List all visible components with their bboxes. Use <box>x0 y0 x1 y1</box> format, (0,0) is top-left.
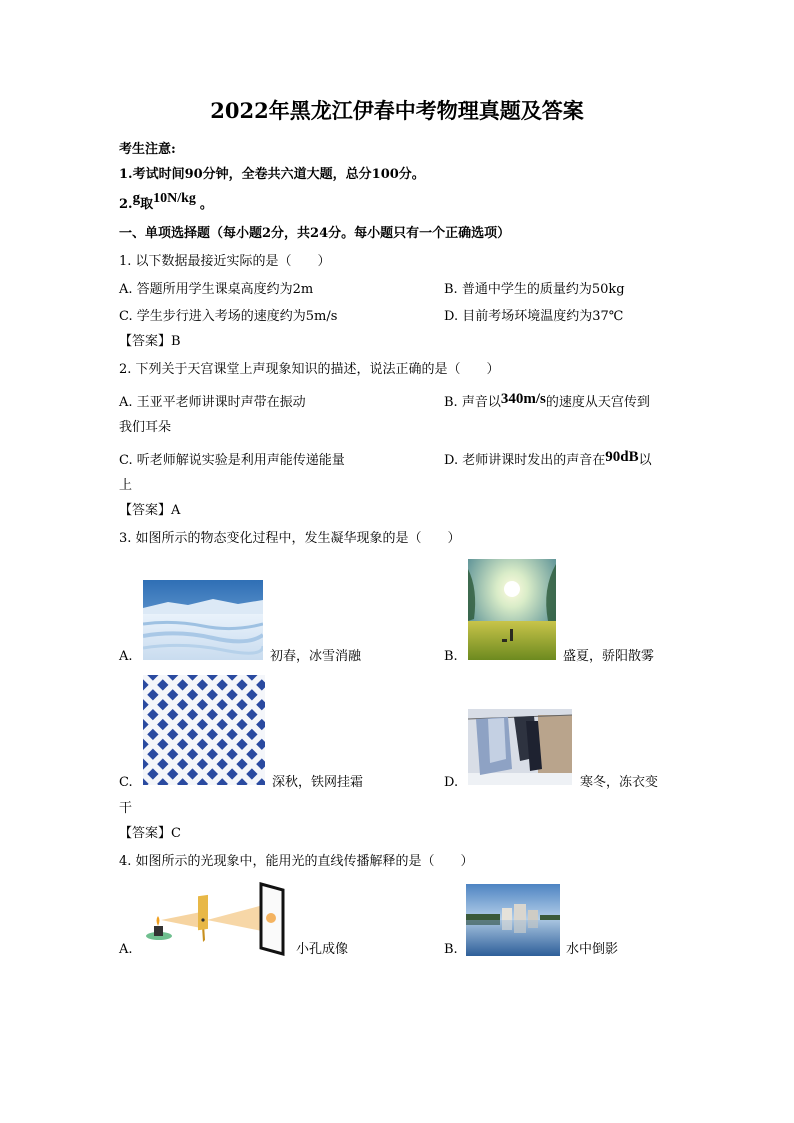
notice-qu: 取 <box>140 197 154 212</box>
q4-stem: 4. 如图所示的光现象中，能用光的直线传播解释的是（ ） <box>119 854 474 869</box>
notice-line-1: 1.考试时间90分钟，全卷共六道大题，总分100分。 <box>119 167 425 182</box>
q2-d-math: 90dB <box>605 449 639 465</box>
q1-stem: 1. 以下数据最接近实际的是（ ） <box>119 254 331 269</box>
notice-end: 。 <box>199 197 213 212</box>
q1-option-d: D. 目前考场环境温度约为37℃ <box>444 309 624 324</box>
q3-c-frost-mesh-photo <box>143 675 265 785</box>
notice-line-2 <box>119 190 213 213</box>
q3-a-letter: A. <box>119 649 133 664</box>
q3-c-letter: C. <box>119 775 133 790</box>
q1-answer: 【答案】B <box>119 334 181 349</box>
q1-option-c: C. 学生步行进入考场的速度约为5m/s <box>119 309 338 324</box>
q3-b-sun-fog-photo <box>468 559 556 660</box>
q3-c-caption: 深秋，铁网挂霜 <box>272 775 364 790</box>
q2-option-b <box>444 391 650 411</box>
notice-g-symbol: g <box>132 190 141 206</box>
q3-b-caption: 盛夏，骄阳散雾 <box>563 649 655 664</box>
q2-d-pre: D. 老师讲课时发出的声音在 <box>444 453 606 468</box>
q2-option-d-wrap: 上 <box>119 478 133 493</box>
q3-answer: 【答案】C <box>119 826 181 841</box>
q2-answer: 【答案】A <box>119 503 181 518</box>
notice-g-value: 10N/kg <box>153 191 196 206</box>
section-1-heading: 一、单项选择题（每小题2分，共24分。每小题只有一个正确选项） <box>119 226 511 241</box>
notice-line-2-prefix: 2. <box>119 197 133 212</box>
q1-option-a: A. 答题所用学生课桌高度约为2m <box>119 282 314 297</box>
q4-a-letter: A. <box>119 942 133 957</box>
q2-stem: 2. 下列关于天宫课堂上声现象知识的描述，说法正确的是（ ） <box>119 362 500 377</box>
q4-a-caption: 小孔成像 <box>296 942 349 957</box>
q1-option-b: B. 普通中学生的质量约为50kg <box>444 282 625 297</box>
notice-heading: 考生注意: <box>119 142 176 157</box>
q4-b-water-reflection-photo <box>466 884 560 956</box>
q3-stem: 3. 如图所示的物态变化过程中，发生凝华现象的是（ ） <box>119 531 461 546</box>
page-title: 2022年黑龙江伊春中考物理真题及答案 <box>210 98 584 123</box>
q3-d-caption: 寒冬，冻衣变 <box>580 775 659 790</box>
q2-b-post: 的速度从天宫传到 <box>545 395 650 410</box>
q3-d-caption-wrap: 干 <box>119 801 133 816</box>
q3-d-frozen-clothes-photo <box>468 709 572 785</box>
q3-b-letter: B. <box>444 649 458 664</box>
q4-b-letter: B. <box>444 942 458 957</box>
q2-option-a: A. 王亚平老师讲课时声带在振动 <box>119 395 306 410</box>
q4-b-caption: 水中倒影 <box>566 942 619 957</box>
q2-b-math: 340m/s <box>500 391 546 407</box>
q2-b-pre: B. 声音以 <box>444 395 501 410</box>
q2-option-b-wrap: 我们耳朵 <box>119 420 172 435</box>
q4-a-pinhole-diagram <box>143 882 291 958</box>
q2-d-post: 以 <box>638 453 652 468</box>
q3-d-letter: D. <box>444 775 459 790</box>
q2-option-d <box>444 449 652 469</box>
q3-a-caption: 初春，冰雪消融 <box>270 649 362 664</box>
q2-option-c: C. 听老师解说实验是利用声能传递能量 <box>119 453 345 468</box>
q3-a-snow-field-photo <box>143 580 263 660</box>
